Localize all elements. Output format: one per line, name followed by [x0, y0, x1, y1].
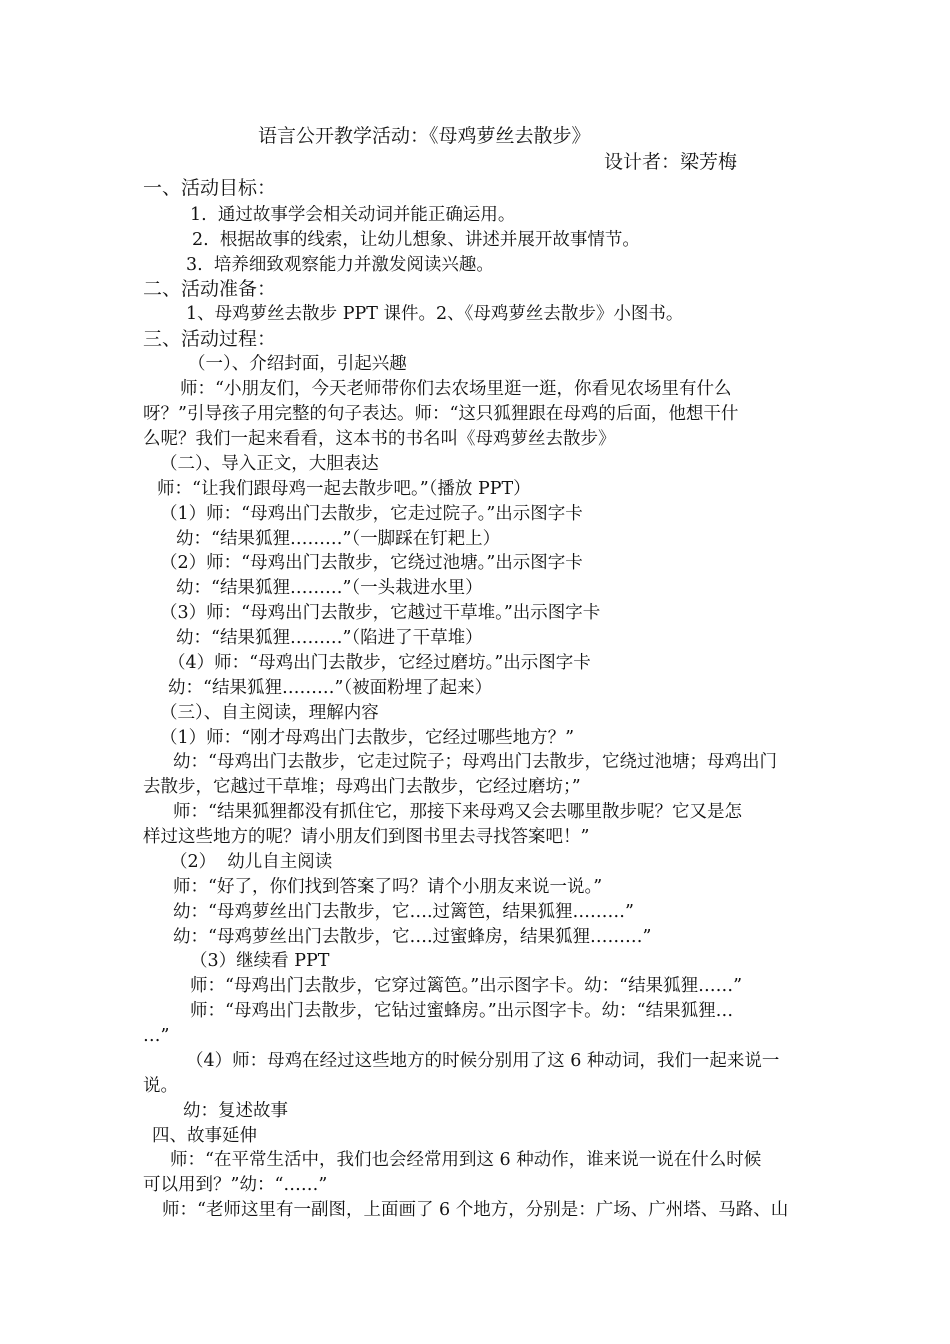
process-line: （2）师：“母鸡出门去散步，它绕过池塘。”出示图字卡: [160, 553, 583, 573]
designer-line: 设计者：梁芳梅: [604, 151, 738, 173]
process-line: 师：“好了，你们找到答案了吗？请个小朋友来说一说。”: [173, 877, 603, 897]
process-line: 师：“让我们跟母鸡一起去散步吧。”（播放 PPT）: [157, 479, 531, 499]
section-4-heading: 四、故事延伸: [152, 1126, 257, 1146]
goal-item-1: 1. 通过故事学会相关动词并能正确运用。: [190, 205, 516, 225]
process-line: 样过这些地方的呢？请小朋友们到图书里去寻找答案吧！”: [143, 827, 590, 847]
process-line: （一）、介绍封面，引起兴趣: [188, 354, 407, 374]
extension-line: 师：“在平常生活中，我们也会经常用到这 6 种动作，谁来说一说在什么时候: [170, 1150, 762, 1170]
document-title: 语言公开教学活动：《母鸡萝丝去散步》: [258, 125, 591, 147]
section-3-heading: 三、活动过程：: [143, 328, 277, 350]
section-1-heading: 一、活动目标：: [143, 177, 277, 199]
process-line: （4）师：母鸡在经过这些地方的时候分别用了这 6 种动词，我们一起来说一: [186, 1051, 780, 1071]
process-line: （2） 幼儿自主阅读: [170, 852, 333, 872]
process-line: （1）师：“母鸡出门去散步，它走过院子。”出示图字卡: [160, 504, 583, 524]
process-line: （4）师：“母鸡出门去散步，它经过磨坊。”出示图字卡: [168, 653, 591, 673]
extension-line: 可以用到？”幼：“……”: [143, 1175, 328, 1195]
preparation-line: 1、母鸡萝丝去散步 PPT 课件。2、《母鸡萝丝去散步》小图书。: [186, 304, 684, 324]
process-line: 幼：“结果狐狸………”（被面粉埋了起来）: [168, 678, 493, 698]
process-line: 师：“小朋友们，今天老师带你们去农场里逛一逛，你看见农场里有什么: [180, 379, 732, 399]
goal-item-3: 3. 培养细致观察能力并激发阅读兴趣。: [186, 255, 494, 275]
process-line: 幼：“母鸡萝丝出门去散步，它….过篱笆，结果狐狸………”: [173, 902, 634, 922]
process-line: 师：“母鸡出门去散步，它穿过篱笆。”出示图字卡。幼：“结果狐狸……”: [190, 976, 743, 996]
process-line: 幼：“结果狐狸………”（一头栽进水里）: [176, 578, 483, 598]
process-line: 说。: [143, 1076, 178, 1096]
process-line: （3）继续看 PPT: [190, 951, 330, 971]
process-line: 幼：“母鸡出门去散步，它走过院子；母鸡出门去散步，它绕过池塘；母鸡出门: [173, 752, 777, 772]
section-2-heading: 二、活动准备：: [143, 278, 277, 300]
process-line: （二）、导入正文，大胆表达: [160, 454, 379, 474]
extension-line: 师：“老师这里有一副图，上面画了 6 个地方，分别是：广场、广州塔、马路、山: [162, 1200, 789, 1220]
process-line: 去散步，它越过干草堆；母鸡出门去散步，它经过磨坊；”: [143, 777, 581, 797]
process-line: （3）师：“母鸡出门去散步，它越过干草堆。”出示图字卡: [160, 603, 601, 623]
process-line: （1）师：“刚才母鸡出门去散步，它经过哪些地方？”: [160, 728, 575, 748]
process-line: 呀？”引导孩子用完整的句子表达。师：“这只狐狸跟在母鸡的后面，他想干什: [143, 404, 739, 424]
process-line: 师：“母鸡出门去散步，它钻过蜜蜂房。”出示图字卡。幼：“结果狐狸…: [190, 1001, 734, 1021]
process-line: （三）、自主阅读，理解内容: [160, 703, 379, 723]
goal-item-2: 2. 根据故事的线索，让幼儿想象、讲述并展开故事情节。: [192, 230, 640, 250]
process-line: 么呢？我们一起来看看，这本书的书名叫《母鸡萝丝去散步》: [143, 429, 616, 449]
process-line: 幼：复述故事: [183, 1101, 288, 1121]
process-line: …”: [143, 1026, 170, 1046]
process-line: 幼：“结果狐狸………”（一脚踩在钉耙上）: [176, 529, 501, 549]
process-line: 师：“结果狐狸都没有抓住它，那接下来母鸡又会去哪里散步呢？它又是怎: [173, 802, 742, 822]
process-line: 幼：“结果狐狸………”（陷进了干草堆）: [176, 628, 483, 648]
process-line: 幼：“母鸡萝丝出门去散步，它….过蜜蜂房，结果狐狸………”: [173, 927, 652, 947]
